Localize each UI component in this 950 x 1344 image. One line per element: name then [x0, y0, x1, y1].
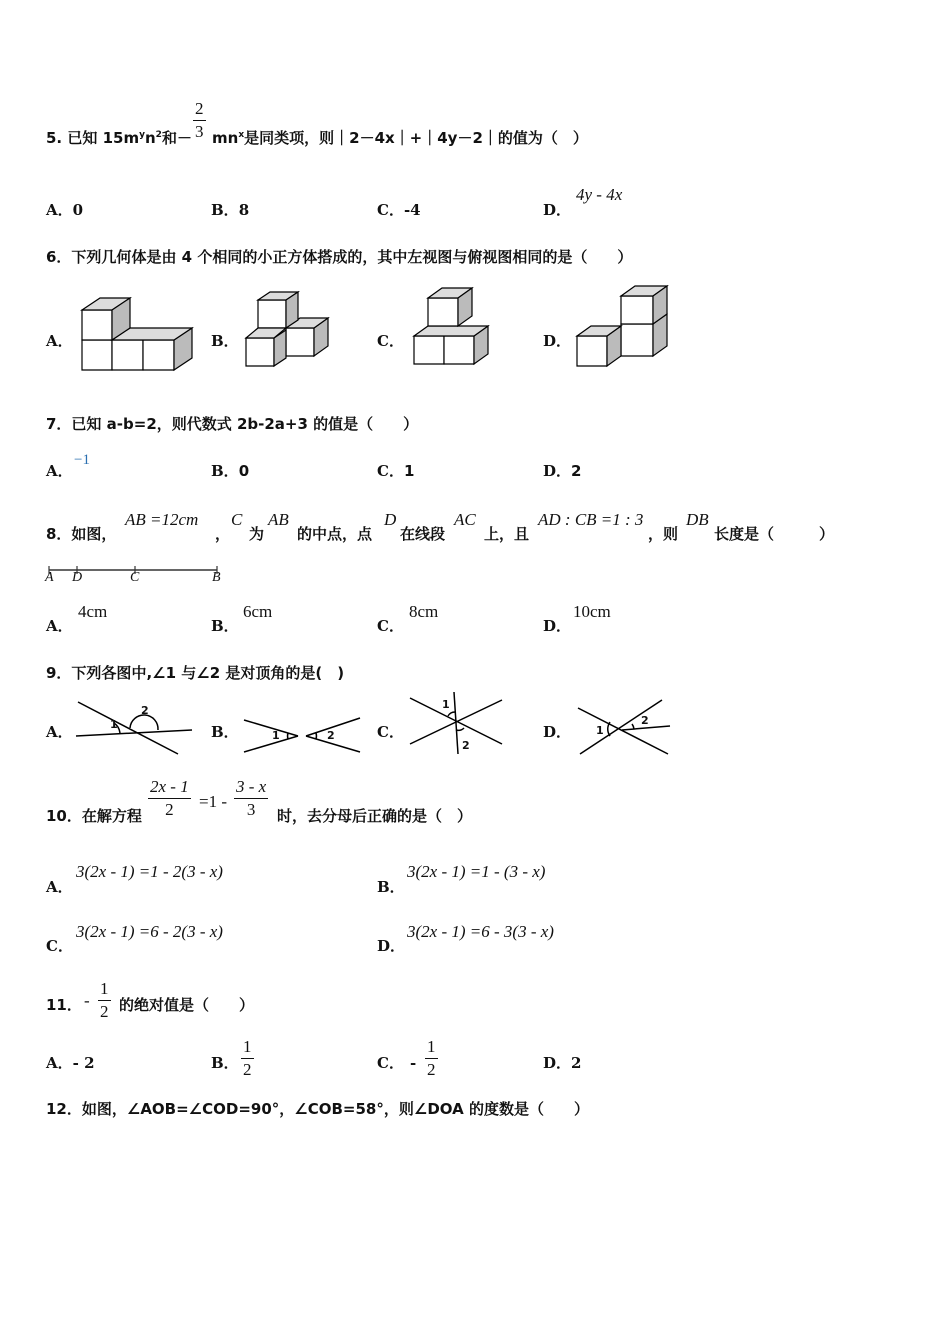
- q9-option-d[interactable]: D．: [543, 723, 572, 741]
- q8-db: DB: [686, 510, 709, 529]
- q9-figure-d: [576, 698, 672, 758]
- q11-option-b[interactable]: B．: [211, 1054, 239, 1072]
- q8-label-b: B: [212, 570, 221, 585]
- q5-option-a[interactable]: A．0: [46, 201, 84, 219]
- q12-stem: 12．如图，∠AOB=∠COD=90°，∠COB=58°，则∠DOA 的度数是（ ）: [46, 1100, 589, 1118]
- q8-comma: ，: [215, 525, 231, 543]
- q11-num: 11．: [46, 996, 82, 1014]
- q8-ze: ，则: [648, 525, 679, 543]
- q8-option-a[interactable]: A．: [46, 617, 73, 635]
- q8-option-b[interactable]: B．: [211, 617, 239, 635]
- q11-option-b-fraction: $\frac{1}{2}$: [243, 1037, 252, 1079]
- q10-option-d[interactable]: D．: [377, 937, 406, 955]
- q9-b-angle-2: 2: [327, 729, 335, 742]
- q10-option-c[interactable]: C．: [46, 937, 73, 955]
- q8-option-d[interactable]: D．: [543, 617, 572, 635]
- q7-option-d[interactable]: D．2: [543, 462, 582, 480]
- q8-wei: 为: [249, 525, 265, 543]
- q10-option-d-value: 3(2x - 1) =6 - 3(3 - x): [407, 922, 554, 941]
- q11-option-c-fraction: $\frac{1}{2}$: [427, 1037, 436, 1079]
- q9-d-angle-2: 2: [641, 714, 649, 727]
- q10-option-c-value: 3(2x - 1) =6 - 2(3 - x): [76, 922, 223, 941]
- q10-option-b-value: 3(2x - 1) =1 - (3 - x): [407, 862, 546, 881]
- q10-suffix: 时，去分母后正确的是（ ）: [277, 807, 473, 825]
- q8-option-c-value: 8cm: [409, 602, 439, 621]
- q11-option-d[interactable]: D．2: [543, 1054, 582, 1072]
- q6-stem: 6．下列几何体是由 4 个相同的小正方体搭成的，其中左视图与俯视图相同的是（ ）: [46, 248, 633, 266]
- q10-prefix: 10．在解方程: [46, 807, 142, 825]
- q8-shang: 上，且: [484, 525, 530, 543]
- q11-option-a[interactable]: A．- 2: [46, 1054, 95, 1072]
- q8-d: D: [384, 510, 397, 529]
- q8-option-d-value: 10cm: [573, 602, 611, 621]
- q9-c-angle-2: 2: [462, 739, 470, 752]
- q7-stem: 7．已知 a-b=2，则代数式 2b-2a+3 的值是（ ）: [46, 415, 419, 433]
- q9-figure-a: [74, 700, 194, 756]
- q5-option-d-label[interactable]: D．: [543, 201, 572, 219]
- q11-suffix: 的绝对值是（ ）: [119, 996, 255, 1014]
- q10-fraction-2: $\frac{3 - x}{3}$: [236, 777, 267, 819]
- q8-zai: 在线段: [400, 525, 446, 543]
- q6-figure-b: [244, 290, 334, 370]
- q10-eq: =1 -: [199, 792, 227, 811]
- q11-neg: -: [84, 991, 90, 1010]
- q6-figure-c: [412, 286, 494, 368]
- q9-a-angle-2: 2: [141, 704, 149, 717]
- q11-fraction: $\frac{1}{2}$: [100, 979, 109, 1021]
- q9-b-angle-1: 1: [272, 729, 280, 742]
- q6-option-d[interactable]: D．: [543, 332, 572, 350]
- q9-a-angle-1: 1: [110, 718, 118, 731]
- q8-option-a-value: 4cm: [78, 602, 108, 621]
- q6-option-a[interactable]: A．: [46, 332, 73, 350]
- q9-option-c[interactable]: C．: [377, 723, 404, 741]
- q8-label-a: A: [45, 570, 54, 585]
- q6-figure-a: [80, 296, 200, 372]
- q6-option-c[interactable]: C．: [377, 332, 404, 350]
- q9-c-angle-1: 1: [442, 698, 450, 711]
- q8-label-d: D: [72, 570, 83, 585]
- q7-option-a[interactable]: A．: [46, 462, 73, 480]
- q7-option-a-value: −1: [74, 452, 90, 468]
- q11-option-c[interactable]: C． -: [377, 1054, 417, 1072]
- q10-fraction-1: $\frac{2x - 1}{2}$: [150, 777, 189, 819]
- q8-ac: AC: [454, 510, 476, 529]
- q8-num: 8．如图，: [46, 525, 117, 543]
- q5-option-c[interactable]: C．-4: [377, 201, 421, 219]
- q6-figure-d: [575, 284, 675, 370]
- q8-option-b-value: 6cm: [243, 602, 273, 621]
- q8-tail: 长度是（ ）: [714, 525, 835, 543]
- q5-option-b[interactable]: B．8: [211, 201, 250, 219]
- q9-option-b[interactable]: B．: [211, 723, 239, 741]
- q9-figure-c: [408, 690, 508, 756]
- q9-stem: 9．下列各图中,∠1 与∠2 是对顶角的是( ): [46, 664, 345, 682]
- q7-option-b[interactable]: B．0: [211, 462, 250, 480]
- q10-option-a[interactable]: A．: [46, 878, 73, 896]
- q8-ratio: AD : CB =1 : 3: [538, 510, 644, 529]
- q8-option-c[interactable]: C．: [377, 617, 404, 635]
- q8-label-c: C: [130, 570, 140, 585]
- q6-option-b[interactable]: B．: [211, 332, 239, 350]
- q9-d-angle-1: 1: [596, 724, 604, 737]
- q5-fraction: $\frac{2}{3}$: [195, 99, 204, 141]
- q5-option-d-value: 4y - 4x: [576, 185, 623, 204]
- q8-c: C: [231, 510, 243, 529]
- q8-ab: AB: [268, 510, 289, 529]
- q9-figure-b: [242, 716, 362, 754]
- q7-option-c[interactable]: C．1: [377, 462, 415, 480]
- q5-stem-tail: $mn^x$是同类项，则｜2－4x｜+｜4y－2｜的值为（ ）: [212, 129, 588, 147]
- q9-option-a[interactable]: A．: [46, 723, 73, 741]
- q10-option-b[interactable]: B．: [377, 878, 405, 896]
- q8-ab-eq: AB =12cm: [125, 510, 199, 529]
- q10-option-a-value: 3(2x - 1) =1 - 2(3 - x): [76, 862, 223, 881]
- q8-midpoint: 的中点，点: [297, 525, 373, 543]
- q5-stem: 5. 已知 $15m^yn^2$和－: [46, 129, 192, 147]
